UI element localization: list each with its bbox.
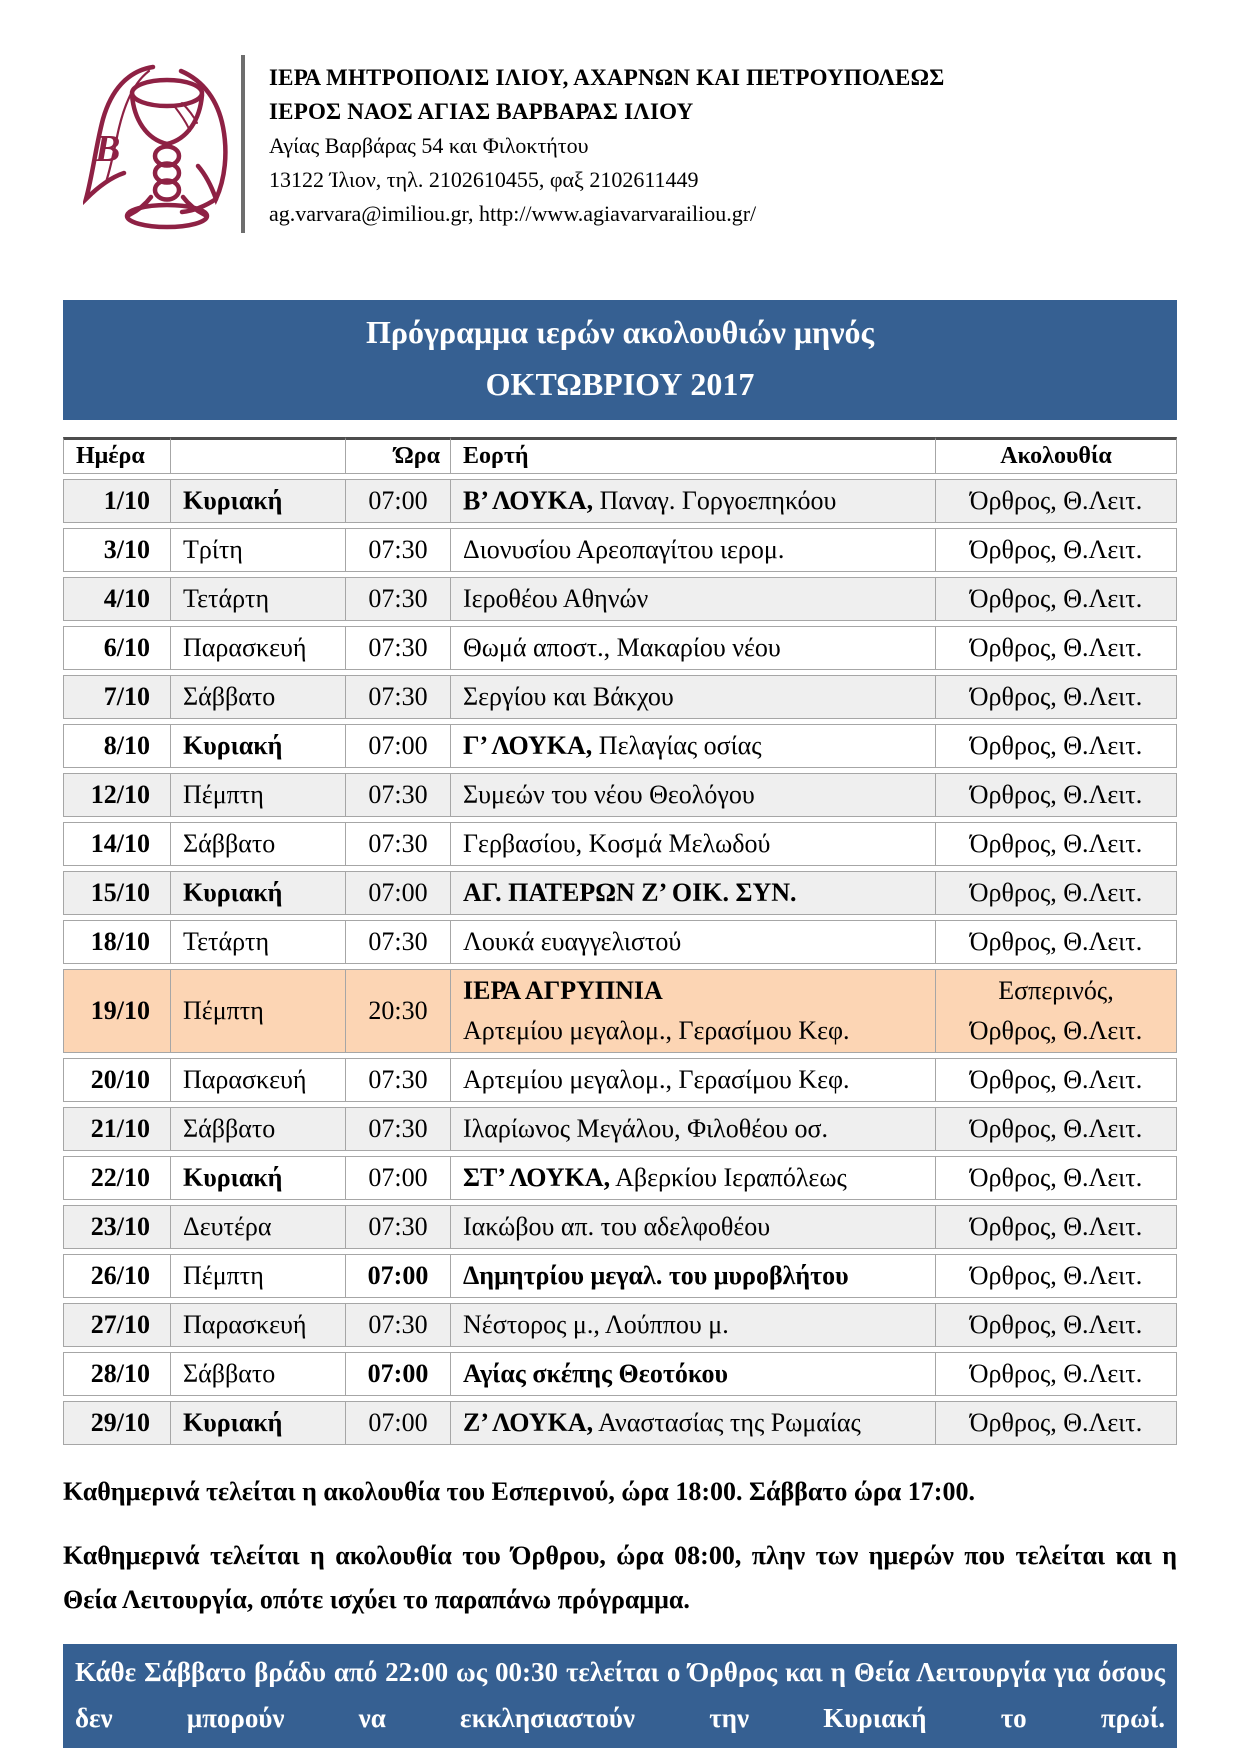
cell-feast: [450, 479, 935, 523]
cell-service: [935, 871, 1177, 915]
table-row: [63, 773, 1177, 817]
cell-service: [935, 479, 1177, 523]
cell-feast: [450, 920, 935, 964]
cell-time: 07:00: [345, 1156, 450, 1200]
cell-service: [935, 1352, 1177, 1396]
cell-time: 07:30: [345, 675, 450, 719]
header-time: Ώρα: [345, 437, 450, 474]
service-line1: Όρθρος, Θ.Λειτ.: [969, 633, 1143, 662]
service-line1: Όρθρος, Θ.Λειτ.: [969, 731, 1143, 760]
feast-line1: [463, 1207, 923, 1247]
cell-service: [935, 528, 1177, 572]
cell-weekday: Κυριακή: [170, 871, 345, 915]
feast-line1: [463, 824, 923, 864]
cell-feast: [450, 1156, 935, 1200]
feast-title: Ζ’ ΛΟΥΚΑ,: [463, 1408, 594, 1437]
schedule-table-body: [63, 479, 1177, 1445]
org-name-line2: ΙΕΡΟΣ ΝΑΟΣ ΑΓΙΑΣ ΒΑΡΒΑΡΑΣ ΙΛΙΟΥ: [269, 99, 694, 124]
feast-title: Δημητρίου μεγαλ. του μυροβλήτου: [463, 1261, 849, 1290]
letterhead-divider: [241, 55, 245, 233]
cell-weekday: Δευτέρα: [170, 1205, 345, 1249]
table-row: [63, 528, 1177, 572]
cell-weekday: Παρασκευή: [170, 1303, 345, 1347]
chalice-icon: [83, 55, 241, 233]
table-row: [63, 1205, 1177, 1249]
cell-service: [935, 577, 1177, 621]
feast-line1: [463, 1354, 923, 1394]
cell-time: 07:30: [345, 822, 450, 866]
cell-service: [935, 969, 1177, 1053]
feast-title: ΙΕΡΑ ΑΓΡΥΠΝΙΑ: [463, 976, 663, 1005]
feast-detail: Ιεροθέου Αθηνών: [463, 584, 649, 613]
table-row: [63, 1058, 1177, 1102]
cell-time: 07:00: [345, 871, 450, 915]
cell-weekday: Τετάρτη: [170, 920, 345, 964]
cell-weekday: Παρασκευή: [170, 1058, 345, 1102]
banner-line2: ΟΚΤΩΒΡΙΟΥ 2017: [485, 366, 755, 402]
cell-time: 07:30: [345, 773, 450, 817]
cell-time: 07:00: [345, 1401, 450, 1445]
cell-date: 26/10: [63, 1254, 170, 1298]
service-line1: Όρθρος, Θ.Λειτ.: [969, 1408, 1143, 1437]
cell-time: 07:30: [345, 1058, 450, 1102]
feast-detail: Νέστορος μ., Λούππου μ.: [463, 1310, 729, 1339]
cell-service: [935, 1254, 1177, 1298]
feast-line1: [463, 922, 923, 962]
cell-date: 21/10: [63, 1107, 170, 1151]
cell-service: [935, 1156, 1177, 1200]
feast-detail: Ιλαρίωνος Μεγάλου, Φιλοθέου οσ.: [463, 1114, 829, 1143]
cell-weekday: Τετάρτη: [170, 577, 345, 621]
cell-service: [935, 822, 1177, 866]
org-contact: 13122 Ίλιον, τηλ. 2102610455, φαξ 2102611449: [269, 167, 699, 192]
feast-detail: Πελαγίας οσίας: [592, 731, 762, 760]
service-line1: Όρθρος, Θ.Λειτ.: [969, 486, 1143, 515]
cell-service: [935, 1303, 1177, 1347]
table-row: [63, 1107, 1177, 1151]
cell-feast: [450, 1254, 935, 1298]
service-line1: Όρθρος, Θ.Λειτ.: [969, 1065, 1143, 1094]
feast-line1: [463, 481, 923, 521]
cell-service: [935, 920, 1177, 964]
service-line1: Όρθρος, Θ.Λειτ.: [969, 927, 1143, 956]
cell-feast: [450, 724, 935, 768]
cell-feast: [450, 577, 935, 621]
cell-weekday: Κυριακή: [170, 724, 345, 768]
cell-weekday: Κυριακή: [170, 1156, 345, 1200]
note-saturday-vigil: Κάθε Σάββατο βράδυ από 22:00 ως 00:30 τελείται ο Όρθρος και η Θεία Λειτουργία για όσους δεν μπορούν να εκκλησιαστούν την Κυριακή το πρωί.: [63, 1644, 1177, 1748]
feast-line1: [463, 579, 923, 619]
service-line1: Όρθρος, Θ.Λειτ.: [969, 584, 1143, 613]
table-row: [63, 1352, 1177, 1396]
feast-line2: Αρτεμίου μεγαλομ., Γερασίμου Κεφ.: [463, 1016, 850, 1045]
cell-service: [935, 1401, 1177, 1445]
table-row: [63, 577, 1177, 621]
service-line1: Όρθρος, Θ.Λειτ.: [969, 1261, 1143, 1290]
cell-feast: [450, 1058, 935, 1102]
feast-line1: [463, 971, 923, 1011]
cell-date: 6/10: [63, 626, 170, 670]
service-line1: Όρθρος, Θ.Λειτ.: [969, 535, 1143, 564]
cell-feast: [450, 871, 935, 915]
service-line1: Εσπερινός,: [998, 976, 1114, 1005]
cell-feast: [450, 1205, 935, 1249]
table-row: [63, 920, 1177, 964]
header-feast: Εορτή: [450, 437, 935, 474]
feast-detail: Παναγ. Γοργοεπηκόου: [593, 486, 837, 515]
cell-service: [935, 1107, 1177, 1151]
feast-detail: Διονυσίου Αρεοπαγίτου ιερομ.: [463, 535, 785, 564]
cell-feast: [450, 1107, 935, 1151]
cell-time: 07:30: [345, 626, 450, 670]
feast-title: Γ’ ΛΟΥΚΑ,: [463, 731, 593, 760]
cell-weekday: Πέμπτη: [170, 773, 345, 817]
cell-date: 7/10: [63, 675, 170, 719]
cell-date: 19/10: [63, 969, 170, 1053]
feast-line1: [463, 1256, 923, 1296]
cell-time: 07:30: [345, 577, 450, 621]
cell-time: 07:30: [345, 528, 450, 572]
feast-title: ΣΤ’ ΛΟΥΚΑ,: [463, 1163, 611, 1192]
cell-feast: [450, 969, 935, 1053]
cell-time: 20:30: [345, 969, 450, 1053]
header-service: Ακολουθία: [935, 437, 1177, 474]
note-vespers: Καθημερινά τελείται η ακολουθία του Εσπερινού, ώρα 18:00. Σάββατο ώρα 17:00.: [63, 1477, 975, 1506]
table-row: [63, 675, 1177, 719]
cell-date: 28/10: [63, 1352, 170, 1396]
feast-detail: Γερβασίου, Κοσμά Μελωδού: [463, 829, 771, 858]
service-line1: Όρθρος, Θ.Λειτ.: [969, 1310, 1143, 1339]
cell-date: 29/10: [63, 1401, 170, 1445]
feast-line1: [463, 1305, 923, 1345]
cell-time: 07:00: [345, 1254, 450, 1298]
cell-date: 20/10: [63, 1058, 170, 1102]
table-row: [63, 626, 1177, 670]
cell-feast: [450, 822, 935, 866]
feast-line1: [463, 677, 923, 717]
cell-date: 27/10: [63, 1303, 170, 1347]
org-address: Αγίας Βαρβάρας 54 και Φιλοκτήτου: [269, 133, 589, 158]
feast-detail: Αρτεμίου μεγαλομ., Γερασίμου Κεφ.: [463, 1065, 850, 1094]
table-row: [63, 479, 1177, 523]
feast-detail: Αβερκίου Ιεραπόλεως: [610, 1163, 847, 1192]
cell-feast: [450, 528, 935, 572]
service-line1: Όρθρος, Θ.Λειτ.: [969, 878, 1143, 907]
cell-date: 18/10: [63, 920, 170, 964]
service-line2: Όρθρος, Θ.Λειτ.: [969, 1016, 1143, 1045]
schedule-table: [63, 432, 1177, 1450]
parish-logo: [63, 55, 241, 238]
table-row: [63, 871, 1177, 915]
cell-date: 3/10: [63, 528, 170, 572]
cell-time: 07:30: [345, 1107, 450, 1151]
table-row: [63, 1401, 1177, 1445]
logo-monogram: Β: [95, 128, 121, 170]
cell-time: 07:00: [345, 724, 450, 768]
feast-detail: Ιακώβου απ. του αδελφοθέου: [463, 1212, 771, 1241]
cell-service: [935, 1058, 1177, 1102]
org-block: [269, 55, 944, 231]
cell-feast: [450, 1303, 935, 1347]
cell-service: [935, 773, 1177, 817]
feast-detail: Σεργίου και Βάκχου: [463, 682, 674, 711]
cell-service: [935, 626, 1177, 670]
service-line1: Όρθρος, Θ.Λειτ.: [969, 1359, 1143, 1388]
service-line1: Όρθρος, Θ.Λειτ.: [969, 829, 1143, 858]
note-orthros: Καθημερινά τελείται η ακολουθία του Όρθρου, ώρα 08:00, πλην των ημερών που τελείται και η Θεία Λειτουργία, οπότε ισχύει το παραπάνω πρόγραμμα.: [63, 1541, 1177, 1614]
cell-weekday: Σάββατο: [170, 822, 345, 866]
cell-feast: [450, 773, 935, 817]
feast-detail: Συμεών του νέου Θεολόγου: [463, 780, 755, 809]
feast-line1: [463, 1403, 923, 1443]
table-row: [63, 1254, 1177, 1298]
feast-line1: [463, 628, 923, 668]
cell-date: 23/10: [63, 1205, 170, 1249]
header-day: Ημέρα: [63, 437, 170, 474]
feast-line1: [463, 1060, 923, 1100]
feast-line1: [463, 775, 923, 815]
feast-detail: Λουκά ευαγγελιστού: [463, 927, 682, 956]
cell-time: 07:00: [345, 479, 450, 523]
service-line1: Όρθρος, Θ.Λειτ.: [969, 1114, 1143, 1143]
cell-weekday: Σάββατο: [170, 1107, 345, 1151]
cell-weekday: Σάββατο: [170, 1352, 345, 1396]
feast-title: ΑΓ. ΠΑΤΕΡΩΝ Ζ’ ΟΙΚ. ΣΥΝ.: [463, 878, 797, 907]
cell-time: 07:30: [345, 1205, 450, 1249]
cell-date: 14/10: [63, 822, 170, 866]
cell-time: 07:30: [345, 920, 450, 964]
cell-time: 07:00: [345, 1352, 450, 1396]
cell-weekday: Πέμπτη: [170, 1254, 345, 1298]
service-line1: Όρθρος, Θ.Λειτ.: [969, 1163, 1143, 1192]
banner-line1: Πρόγραμμα ιερών ακολουθιών μηνός: [366, 314, 874, 350]
table-row: [63, 1303, 1177, 1347]
header-weekday: [170, 437, 345, 474]
service-line1: Όρθρος, Θ.Λειτ.: [969, 682, 1143, 711]
cell-date: 1/10: [63, 479, 170, 523]
cell-service: [935, 1205, 1177, 1249]
table-row: [63, 969, 1177, 1053]
feast-detail: Θωμά αποστ., Μακαρίου νέου: [463, 633, 781, 662]
cell-date: 22/10: [63, 1156, 170, 1200]
feast-line1: [463, 726, 923, 766]
org-name-line1: ΙΕΡΑ ΜΗΤΡΟΠΟΛΙΣ ΙΛΙΟΥ, ΑΧΑΡΝΩΝ ΚΑΙ ΠΕΤΡΟΥΠΟΛΕΩΣ: [269, 65, 945, 90]
cell-weekday: Κυριακή: [170, 1401, 345, 1445]
feast-line1: [463, 1158, 923, 1198]
cell-date: 8/10: [63, 724, 170, 768]
service-line1: Όρθρος, Θ.Λειτ.: [969, 1212, 1143, 1241]
cell-service: [935, 675, 1177, 719]
cell-weekday: Σάββατο: [170, 675, 345, 719]
cell-date: 15/10: [63, 871, 170, 915]
service-line1: Όρθρος, Θ.Λειτ.: [969, 780, 1143, 809]
feast-line1: [463, 873, 923, 913]
table-row: [63, 724, 1177, 768]
cell-feast: [450, 626, 935, 670]
cell-feast: [450, 1401, 935, 1445]
cell-weekday: Τρίτη: [170, 528, 345, 572]
cell-weekday: Κυριακή: [170, 479, 345, 523]
cell-service: [935, 724, 1177, 768]
title-banner: [63, 300, 1177, 420]
cell-time: 07:30: [345, 1303, 450, 1347]
cell-feast: [450, 675, 935, 719]
org-web: ag.varvara@imiliou.gr, http://www.agiavarvarailiou.gr/: [269, 201, 757, 226]
table-row: [63, 1156, 1177, 1200]
feast-detail: Αναστασίας της Ρωμαίας: [593, 1408, 861, 1437]
table-header-row: [63, 437, 1177, 474]
table-row: [63, 822, 1177, 866]
cell-weekday: Πέμπτη: [170, 969, 345, 1053]
cell-weekday: Παρασκευή: [170, 626, 345, 670]
letterhead: [63, 55, 1177, 238]
feast-line1: [463, 1109, 923, 1149]
cell-date: 12/10: [63, 773, 170, 817]
cell-date: 4/10: [63, 577, 170, 621]
cell-feast: [450, 1352, 935, 1396]
feast-title: Β’ ΛΟΥΚΑ,: [463, 486, 594, 515]
feast-line1: [463, 530, 923, 570]
feast-title: Αγίας σκέπης Θεοτόκου: [463, 1359, 729, 1388]
